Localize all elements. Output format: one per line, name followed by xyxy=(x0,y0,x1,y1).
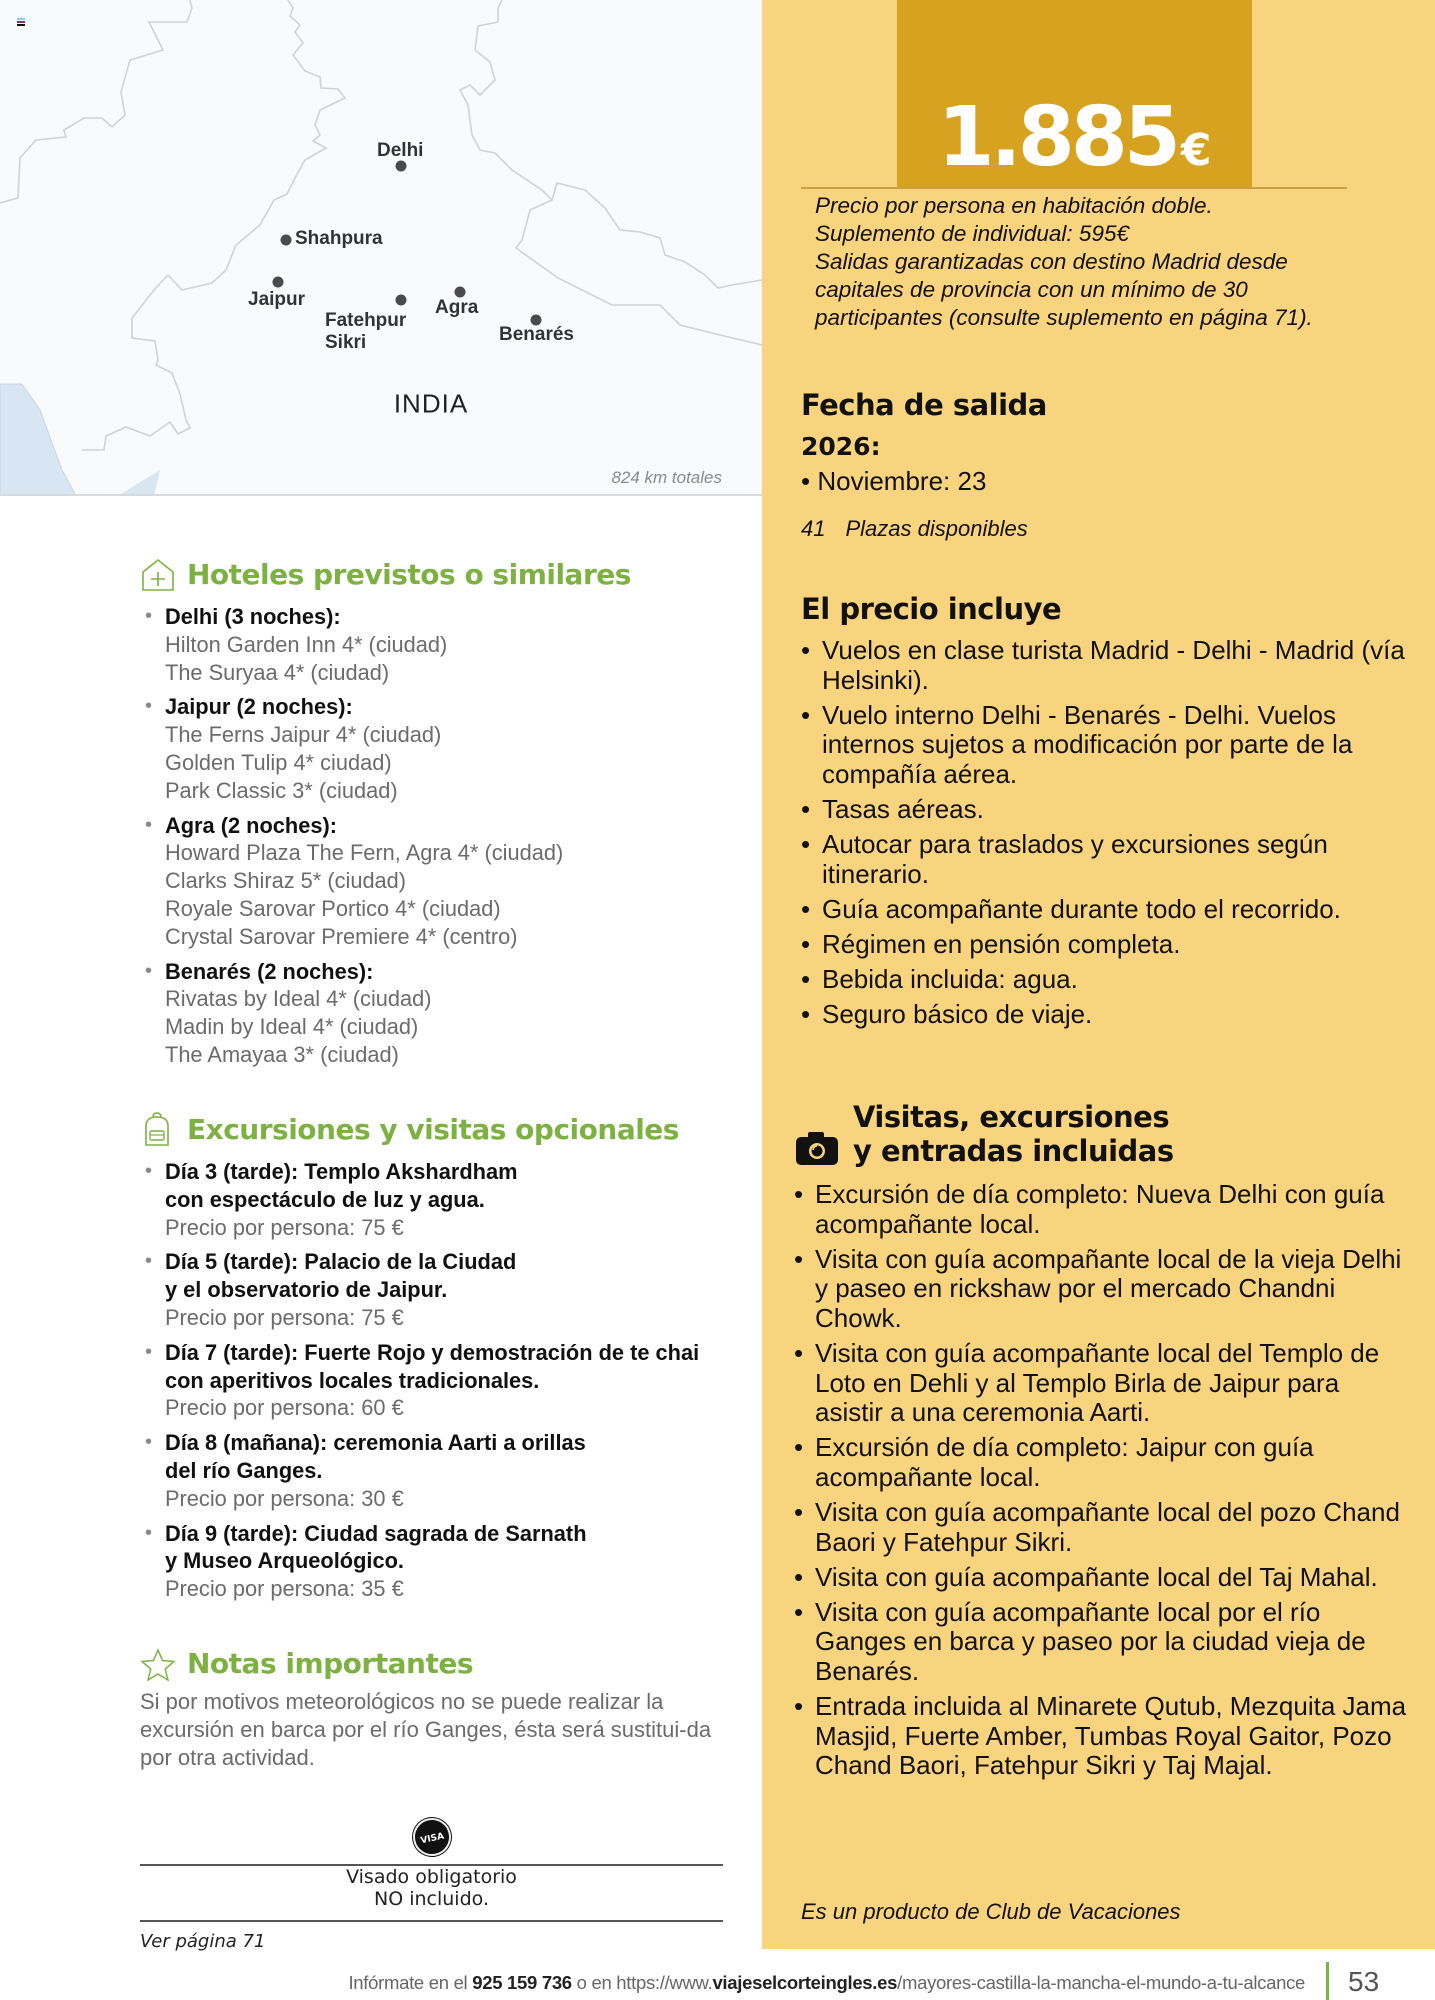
city-label-fatehpur-line2: Sikri xyxy=(325,332,367,353)
excursion-price: Precio por persona: 35 € xyxy=(165,1576,404,1602)
hotel-name: Rivatas by Ideal 4* (ciudad) xyxy=(165,986,432,1012)
price-note: participantes (consulte suplemento en página 71). xyxy=(815,305,1313,330)
footer-path[interactable]: /mayores-castilla-la-mancha-el-mundo-a-tu-alcance xyxy=(897,1972,1305,1993)
city-label-fatehpur-line1: Fatehpur xyxy=(325,310,407,331)
hotel-group xyxy=(145,603,745,686)
excursion-title: • Día 5 (tarde): Palacio de la Ciudad xyxy=(165,1249,517,1275)
backpack-icon xyxy=(140,1112,174,1148)
includes-list xyxy=(801,636,1411,1035)
hotel-group xyxy=(145,693,745,804)
hotel-group-city: • Delhi (3 noches): xyxy=(165,604,341,629)
excursion-title: y Museo Arqueológico. xyxy=(165,1548,404,1574)
optional-title: Excursiones y visitas opcionales xyxy=(187,1113,679,1146)
hotel-group-city: • Jaipur (2 noches): xyxy=(165,694,353,720)
list-item: • Excursión de día completo: Jaipur con guía acompañante local. xyxy=(794,1433,1414,1492)
list-item: • Visita con guía acompañante local por el río Ganges en barca y paseo por la ciudad vieja de Benarés. xyxy=(794,1598,1414,1687)
footer-prefix: Infórmate en el xyxy=(348,1972,473,1993)
footer-domain[interactable]: viajeselcorteingles.es xyxy=(712,1972,898,1993)
list-item: • Vuelos en clase turista Madrid - Delhi - Madrid (vía Helsinki). xyxy=(801,636,1411,695)
product-note: Es un producto de Club de Vacaciones xyxy=(801,1899,1181,1924)
hotel-icon xyxy=(140,557,176,593)
hotel-name: Golden Tulip 4* ciudad) xyxy=(165,749,392,775)
city-dot-delhi xyxy=(396,161,407,172)
includes-title: El precio incluye xyxy=(801,592,1062,626)
city-dot-jaipur xyxy=(273,277,284,288)
route-map xyxy=(0,0,762,496)
country-label: INDIA xyxy=(393,388,469,419)
excursion-title: del río Ganges. xyxy=(165,1457,323,1483)
list-item: • Vuelo interno Delhi - Benarés - Delhi. Vuelos internos sujetos a modificación por parte de la compañía aérea. xyxy=(801,701,1411,790)
visits-title xyxy=(853,1100,1174,1168)
optional-excursion xyxy=(145,1339,745,1422)
visa-line2: NO incluido. xyxy=(374,1888,489,1910)
price-note: capitales de provincia con un mínimo de 30 xyxy=(815,277,1248,302)
price-amount: 1.885 xyxy=(937,90,1177,185)
list-item: • Visita con guía acompañante local del Templo de Loto en Dehli y al Templo Birla de Jaipur para asistir a una ceremonia Aarti. xyxy=(794,1339,1414,1428)
route-distance: 824 km totales xyxy=(611,468,722,487)
city-dot-agra xyxy=(455,287,466,298)
departure-date: • Noviembre: 23 xyxy=(801,466,987,496)
list-item: • Visita con guía acompañante local del pozo Chand Baori y Fatehpur Sikri. xyxy=(794,1498,1414,1557)
hotel-name: Royale Sarovar Portico 4* (ciudad) xyxy=(165,895,501,921)
see-page-link[interactable]: Ver página 71 xyxy=(140,1931,266,1952)
city-label-fatehpur-sikri xyxy=(325,310,406,354)
excursion-title: y el observatorio de Jaipur. xyxy=(165,1277,448,1303)
info-panel xyxy=(762,0,1435,1949)
notes-text: Si por motivos meteorológicos no se puede realizar la excursión en barca por el río Ganges, ésta será sustitui-da por otra actividad. xyxy=(140,1689,712,1770)
hotels-list xyxy=(145,603,745,1076)
hotel-group xyxy=(145,812,745,951)
city-dot-fatehpur-sikri xyxy=(396,295,407,306)
city-dot-shahpura xyxy=(281,235,292,246)
notes-title: Notas importantes xyxy=(187,1647,473,1680)
price xyxy=(897,90,1252,199)
list-item: • Seguro básico de viaje. xyxy=(801,1000,1411,1030)
list-item: • Visita con guía acompañante local de la vieja Delhi y paseo en rickshaw por el mercado Chandni Chowk. xyxy=(794,1245,1414,1334)
footer-separator xyxy=(1326,1962,1329,2000)
hotel-name: The Suryaa 4* (ciudad) xyxy=(165,659,390,685)
hotel-name: The Amayaa 3* (ciudad) xyxy=(165,1041,399,1067)
city-label-benares: Benarés xyxy=(499,324,574,345)
hotel-name: Park Classic 3* (ciudad) xyxy=(165,777,398,803)
camera-icon xyxy=(796,1131,838,1165)
seats-available xyxy=(801,516,1028,542)
visa-icon: VISA xyxy=(409,1814,454,1859)
list-item: • Excursión de día completo: Nueva Delhi con guía acompañante local. xyxy=(794,1180,1414,1239)
excursion-price: Precio por persona: 60 € xyxy=(165,1395,404,1421)
hotel-group xyxy=(145,958,745,1069)
price-divider xyxy=(801,187,1347,189)
city-label-agra: Agra xyxy=(435,297,479,318)
seats-count: 41 xyxy=(801,516,826,541)
price-note: Salidas garantizadas con destino Madrid desde xyxy=(815,249,1288,274)
hotel-name: Howard Plaza The Fern, Agra 4* (ciudad) xyxy=(165,840,564,866)
excursion-title: con aperitivos locales tradicionales. xyxy=(165,1367,540,1393)
list-item: • Entrada incluida al Minarete Qutub, Mezquita Jama Masjid, Fuerte Amber, Tumbas Royal Gaitor, Pozo Chand Baori, Fatehpur Sikri y Taj Majal. xyxy=(794,1692,1414,1781)
list-item: • Régimen en pensión completa. xyxy=(801,930,1411,960)
excursion-price: Precio por persona: 75 € xyxy=(165,1304,404,1330)
seats-label: Plazas disponibles xyxy=(845,516,1028,541)
departure-year: 2026: xyxy=(801,432,881,461)
price-notes xyxy=(815,192,1375,332)
hotel-group-city: • Benarés (2 noches): xyxy=(165,958,374,984)
city-label-shahpura: Shahpura xyxy=(295,228,383,249)
visa-requirement xyxy=(140,1866,723,1910)
optional-excursion xyxy=(145,1248,745,1331)
optional-excursion xyxy=(145,1520,745,1603)
price-box xyxy=(897,0,1252,188)
divider xyxy=(140,1920,723,1922)
star-icon xyxy=(140,1648,176,1682)
excursion-title: con espectáculo de luz y agua. xyxy=(165,1186,485,1212)
list-item: • Bebida incluida: agua. xyxy=(801,965,1411,995)
excursion-price: Precio por persona: 75 € xyxy=(165,1214,404,1240)
list-item: • Tasas aéreas. xyxy=(801,795,1411,825)
price-note: Suplemento de individual: 595€ xyxy=(815,221,1129,246)
price-note: Precio por persona en habitación doble. xyxy=(815,193,1213,218)
price-currency: € xyxy=(1180,125,1212,176)
visits-title-line1: Visitas, excursiones xyxy=(853,1100,1170,1134)
footer-middle: o en https://www. xyxy=(571,1972,713,1993)
excursion-title: • Día 9 (tarde): Ciudad sagrada de Sarnath xyxy=(165,1520,587,1546)
excursion-title: • Día 3 (tarde): Templo Akshardham xyxy=(165,1159,518,1184)
optional-excursion xyxy=(145,1429,745,1512)
departure-title: Fecha de salida xyxy=(801,388,1047,422)
excursion-title: • Día 7 (tarde): Fuerte Rojo y demostración de te chai xyxy=(165,1339,700,1365)
list-item: • Guía acompañante durante todo el recorrido. xyxy=(801,895,1411,925)
footer-info xyxy=(348,1972,1305,1994)
visits-title-line2: y entradas incluidas xyxy=(853,1134,1174,1168)
list-item: • Visita con guía acompañante local del Taj Mahal. xyxy=(794,1563,1414,1593)
hotel-group-city: • Agra (2 noches): xyxy=(165,812,337,838)
footer-phone[interactable]: 925 159 736 xyxy=(472,1972,572,1993)
hotel-name: Crystal Sarovar Premiere 4* (centro) xyxy=(165,923,518,949)
hotel-name: The Ferns Jaipur 4* (ciudad) xyxy=(165,722,442,748)
city-label-jaipur: Jaipur xyxy=(248,289,306,310)
hotel-name: Clarks Shiraz 5* (ciudad) xyxy=(165,868,407,894)
optional-excursion xyxy=(145,1158,745,1241)
excursion-price: Precio por persona: 30 € xyxy=(165,1485,404,1511)
visits-list xyxy=(794,1180,1414,1786)
excursion-title: • Día 8 (mañana): ceremonia Aarti a orillas xyxy=(165,1430,586,1456)
visa-line1: Visado obligatorio xyxy=(346,1866,517,1888)
hotel-name: Madin by Ideal 4* (ciudad) xyxy=(165,1014,419,1040)
list-item: • Autocar para traslados y excursiones según itinerario. xyxy=(801,830,1411,889)
optional-list xyxy=(145,1158,745,1610)
hotel-name: Hilton Garden Inn 4* (ciudad) xyxy=(165,631,448,657)
city-label-delhi: Delhi xyxy=(377,140,424,161)
page-number: 53 xyxy=(1348,1966,1380,1997)
hotels-title: Hoteles previstos o similares xyxy=(187,558,631,591)
